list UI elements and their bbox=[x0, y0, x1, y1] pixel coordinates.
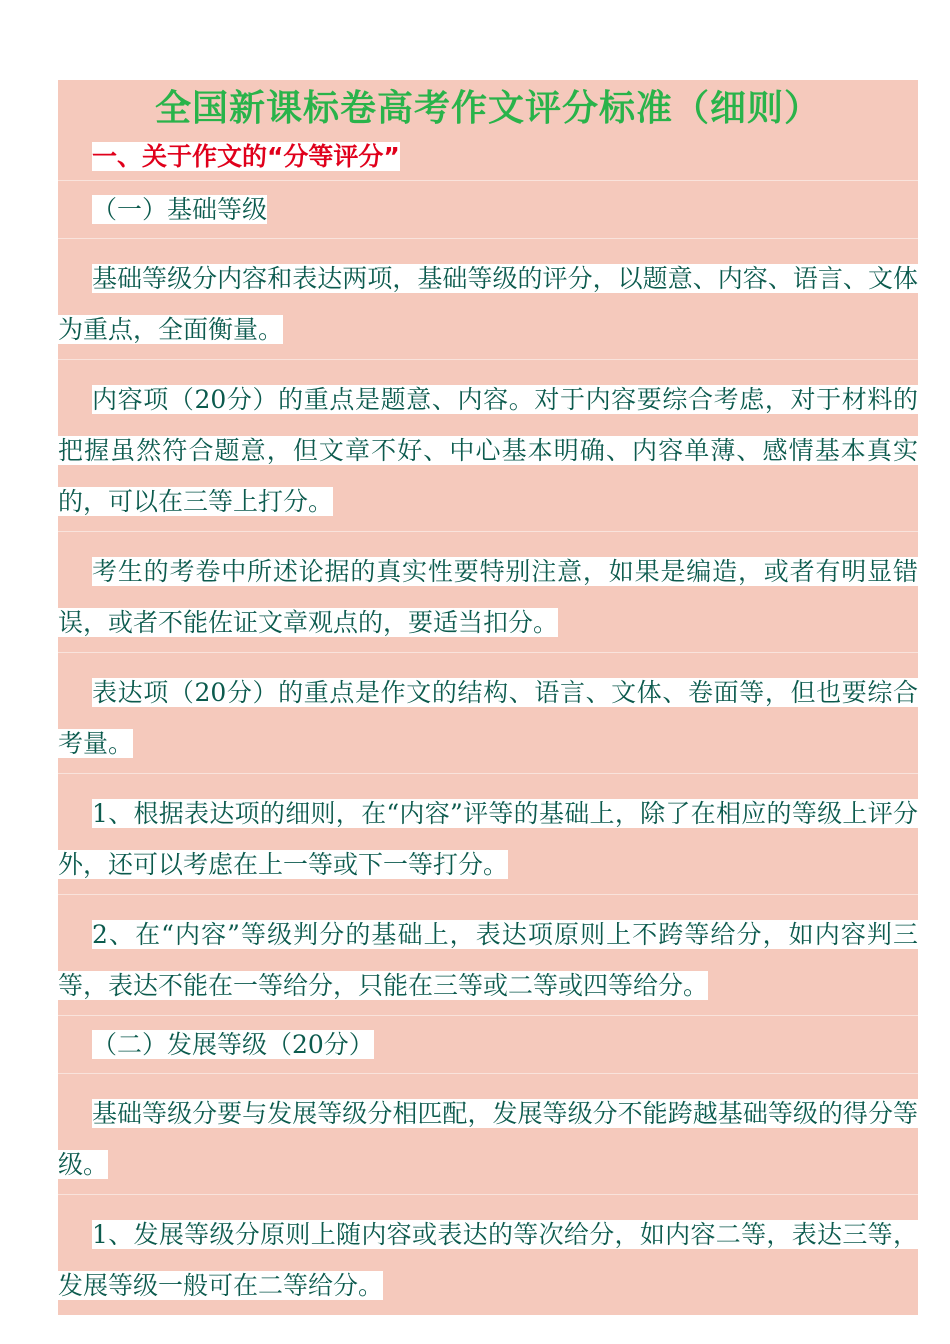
paragraph-text: 基础等级分要与发展等级分相匹配，发展等级分不能跨越基础等级的得分等级。 bbox=[58, 1099, 918, 1179]
subsection-heading-basic-level bbox=[58, 180, 918, 238]
subsection-heading-development-level bbox=[58, 1015, 918, 1073]
paragraph-text: 2、在“内容”等级判分的基础上，表达项原则上不跨等给分，如内容判三等，表达不能在一等给分，只能在三等或二等或四等给分。 bbox=[58, 920, 918, 1000]
document-page bbox=[58, 80, 918, 1315]
paragraph bbox=[58, 1073, 918, 1194]
document-title: 全国新课标卷高考作文评分标准（细则） bbox=[154, 87, 821, 129]
paragraph bbox=[58, 359, 918, 531]
paragraph bbox=[58, 773, 918, 894]
paragraph-text: 内容项（20分）的重点是题意、内容。对于内容要综合考虑，对于材料的把握虽然符合题意，但文章不好、中心基本明确、内容单薄、感情基本真实的，可以在三等上打分。 bbox=[58, 385, 918, 516]
paragraph-text: 考生的考卷中所述论据的真实性要特别注意，如果是编造，或者有明显错误，或者不能佐证文章观点的，要适当扣分。 bbox=[58, 557, 918, 637]
section-heading-1-text: 一、关于作文的“分等评分” bbox=[92, 142, 400, 171]
paragraph bbox=[58, 531, 918, 652]
paragraph bbox=[58, 238, 918, 359]
paragraph bbox=[58, 1194, 918, 1315]
subsection-heading-basic-level-text: （一）基础等级 bbox=[92, 195, 268, 224]
paragraph-text: 1、根据表达项的细则，在“内容”评等的基础上，除了在相应的等级上评分外，还可以考虑在上一等或下一等打分。 bbox=[58, 799, 918, 879]
paragraph bbox=[58, 894, 918, 1015]
section-heading-1 bbox=[58, 134, 918, 180]
paragraph-text: 表达项（20分）的重点是作文的结构、语言、文体、卷面等，但也要综合考量。 bbox=[58, 678, 918, 758]
subsection-heading-development-level-text: （二）发展等级（20分） bbox=[92, 1030, 374, 1059]
paragraph bbox=[58, 652, 918, 773]
paragraph-text: 基础等级分内容和表达两项，基础等级的评分，以题意、内容、语言、文体为重点，全面衡量。 bbox=[58, 264, 918, 344]
paragraph-text: 1、发展等级分原则上随内容或表达的等次给分，如内容二等，表达三等，发展等级一般可在二等给分。 bbox=[58, 1220, 918, 1300]
